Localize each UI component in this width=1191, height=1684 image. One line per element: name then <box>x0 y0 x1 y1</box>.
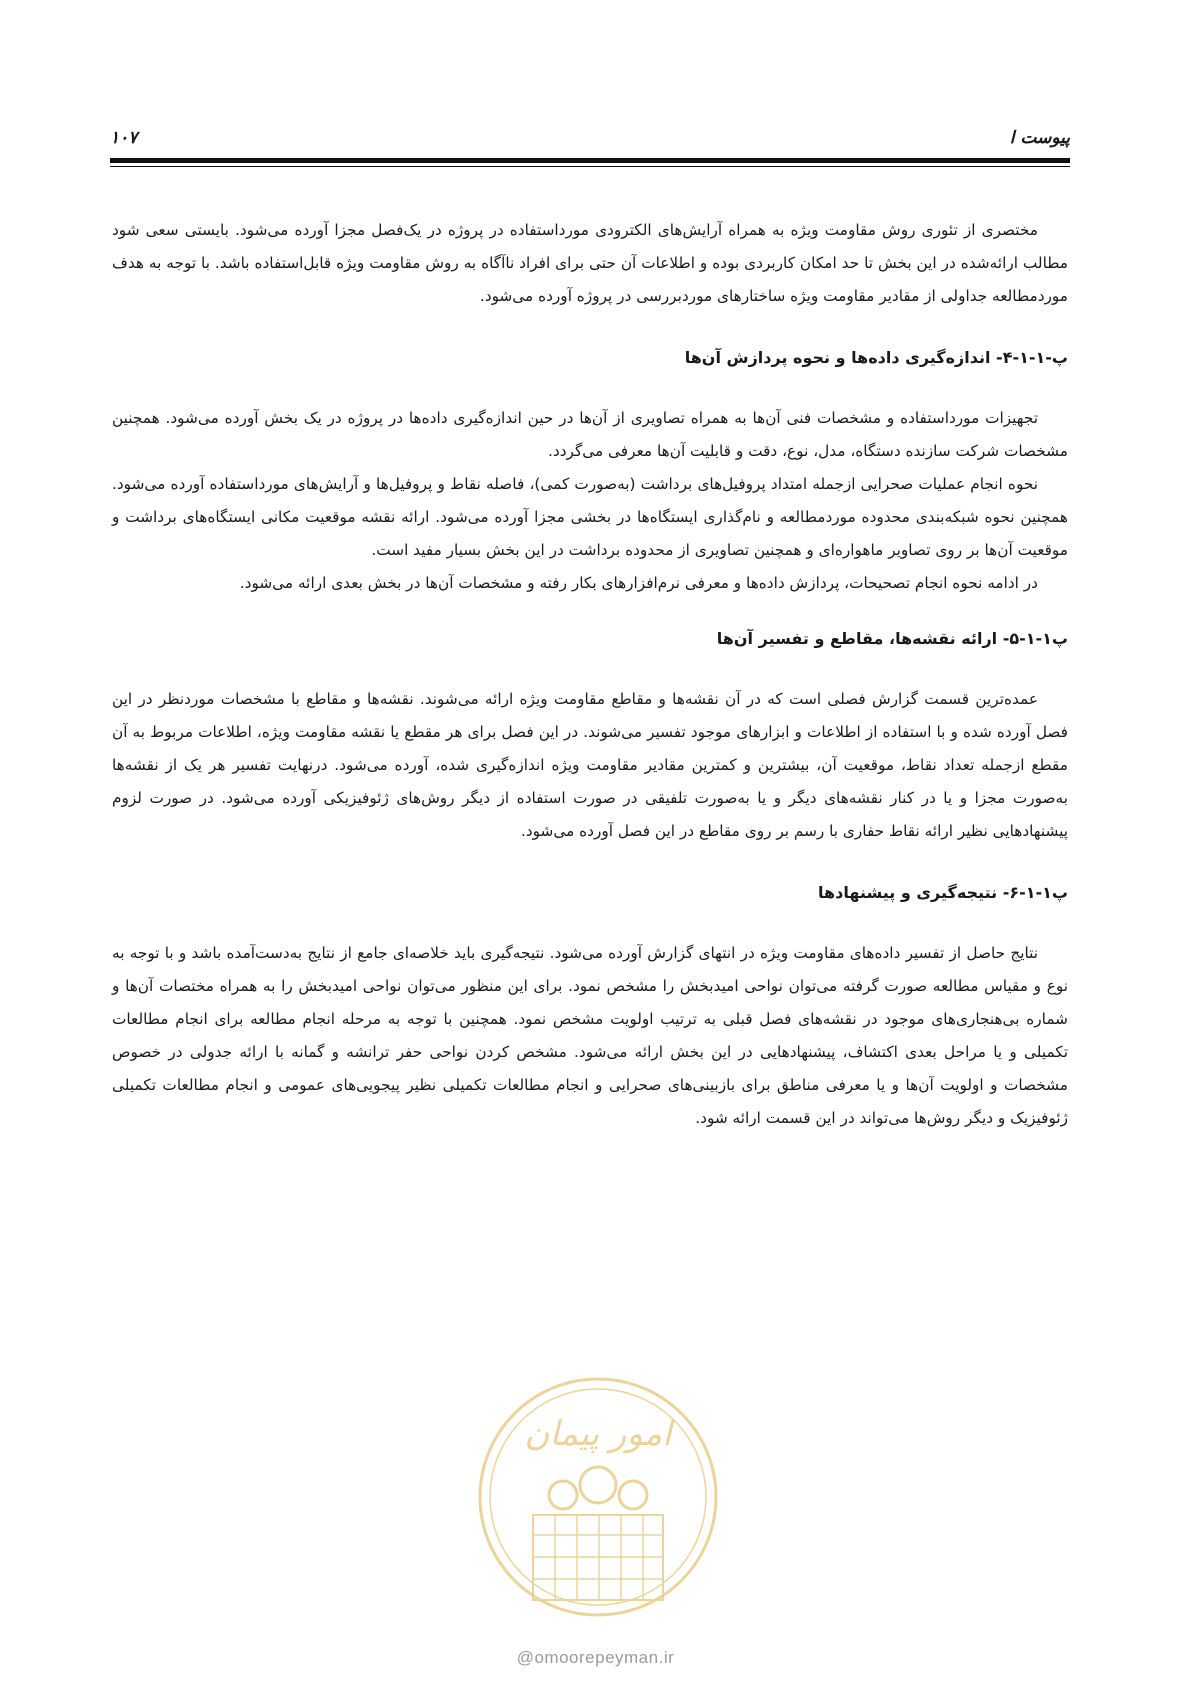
document-body <box>112 214 1068 1135</box>
heading-maps-sections: پ۱-۱-۵- ارائه نقشه‌ها، مقاطع و تفسیر آن‌ها <box>716 629 1068 648</box>
watermark-url: @omoorepeyman.ir <box>516 1648 675 1667</box>
page-header <box>110 128 1070 152</box>
paragraph-field-operations: نحوه انجام عملیات صحرایی ازجمله امتداد پروفیل‌های برداشت (به‌صورت کمی)، فاصله نقاط و پروفیل‌ها و آرایش‌های مورداستفاده آورده می‌شود. همچنین نحوه شبکه‌بندی محدوده موردمطالعه و نام‌گذاری ایستگاه‌ها در بخشی مجزا آورده می‌شود. ارائه نقشه موقعیت مکانی ایستگاه‌های برداشت و موقعیت آن‌ها بر روی تصاویر ماهواره‌ای و همچنین تصاویری از محدوده برداشت در این بخش بسیار مفید است. <box>112 475 1068 559</box>
omoore-peyman-stamp <box>473 1365 723 1630</box>
header-rule-thick <box>110 158 1070 163</box>
heading-conclusions: پ۱-۱-۶- نتیجه‌گیری و پیشنهادها <box>818 883 1068 902</box>
paragraph-conclusions: نتایج حاصل از تفسیر داده‌های مقاومت ویژه در انتهای گزارش آورده می‌شود. نتیجه‌گیری باید خلاصه‌ای جامع از نتایج به‌دست‌آمده باشد و با توجه به نوع و مقیاس مطالعه صورت گرفته می‌توان نواحی امیدبخش را مشخص نمود. برای این منظور می‌توان نواحی امیدبخش را به همراه مختصات آن‌ها و شماره بی‌هنجاری‌های موجود در نقشه‌های فصل قبلی به ترتیب اولویت مشخص نمود. همچنین با توجه به مرحله انجام مطالعه برای انجام مطالعات تکمیلی و یا مراحل بعدی اکتشاف، پیشنهادهایی در این بخش ارائه می‌شود. مشخص کردن نواحی حفر ترانشه و گمانه با ارائه جدولی در خصوص مشخصات و اولویت آن‌ها و یا معرفی مناطق برای بازبینی‌های صحرایی و انجام مطالعات تکمیلی نظیر پیجویی‌های عمومی و انجام مطالعات تکمیلی ژئوفیزیک و دیگر روش‌ها می‌تواند در این قسمت ارائه شود. <box>112 944 1068 1127</box>
paragraph-intro: مختصری از تئوری روش مقاومت ویژه به همراه آرایش‌های الکترودی مورداستفاده در پروژه در یک‌فصل مجزا آورده می‌شود. بایستی سعی شود مطالب ارائه‌شده در این بخش تا حد امکان کاربردی بوده و اطلاعات آن حتی برای افراد ناآگاه به روش مقاومت ویژه قابل‌استفاده باشد. با توجه به هدف موردمطالعه جداولی از مقادیر مقاومت ویژه ساختارهای موردبررسی در پروژه آورده می‌شود. <box>112 221 1068 305</box>
header-title: پیوست ا <box>1009 128 1070 148</box>
paragraph-maps-interpretation: عمده‌ترین قسمت گزارش فصلی است که در آن نقشه‌ها و مقاطع مقاومت ویژه ارائه می‌شوند. نقشه‌ها و مقاطع با مشخصات موردنظر در این فصل آورده شده و با استفاده از اطلاعات و ابزارهای موجود تفسیر می‌شوند. در این فصل برای هر مقطع یا نقشه مقاومت ویژه، اطلاعات مربوط به آن مقطع ازجمله تعداد نقاط، موقعیت آن، بیشترین و کمترین مقادیر مقاومت ویژه اندازه‌گیری شده، آورده می‌شود. درنهایت تفسیر هر یک از نقشه‌ها به‌صورت مجزا و یا در کنار نقشه‌های دیگر و یا به‌صورت تلفیقی در صورت استفاده از دیگر روش‌های ژئوفیزیکی آورده می‌شود. در صورت لزوم پیشنهادهایی نظیر ارائه نقاط حفاری با رسم بر روی مقاطع در این فصل آورده می‌شود. <box>112 690 1068 840</box>
heading-measurement: پ-۱-۱-۴- اندازه‌گیری داده‌ها و نحوه پردازش آن‌ها <box>684 348 1068 367</box>
paragraph-equipment: تجهیزات مورداستفاده و مشخصات فنی آن‌ها به همراه تصاویری از آن‌ها در حین اندازه‌گیری داده‌ها در پروژه در یک بخش آورده می‌شود. همچنین مشخصات شرکت سازنده دستگاه، مدل، نوع، دقت و قابلیت آن‌ها معرفی می‌گردد. <box>112 409 1068 460</box>
header-rule-thin <box>110 166 1070 167</box>
page-number: ۱۰۷ <box>110 128 138 148</box>
paragraph-processing: در ادامه نحوه انجام تصحیحات، پردازش داده‌ها و معرفی نرم‌افزارهای بکار رفته و مشخصات آن‌ها در بخش بعدی ارائه می‌شود. <box>239 574 1038 592</box>
stamp-text: امور پیمان <box>524 1414 672 1454</box>
